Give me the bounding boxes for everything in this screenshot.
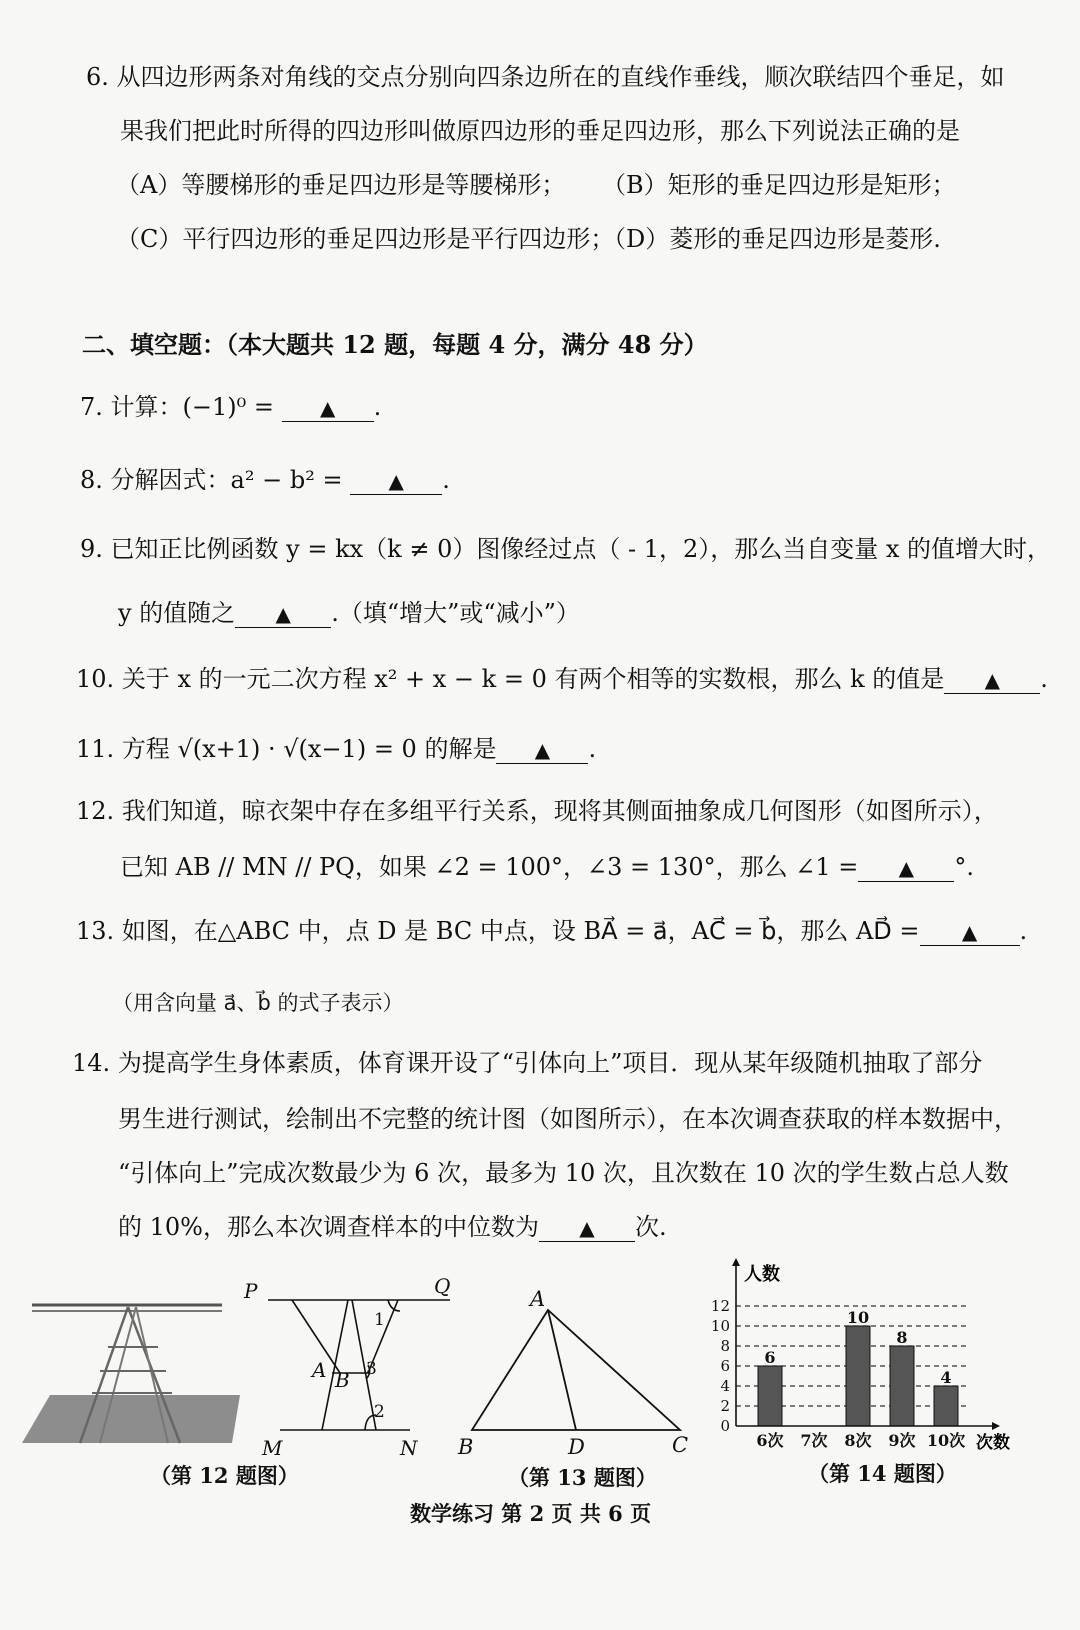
q11-end: .: [588, 735, 597, 763]
q8: [80, 465, 450, 495]
q10-number: 10.: [76, 665, 115, 693]
q14-text-line4-pre: 的 10%，那么本次调查样本的中位数为: [118, 1213, 539, 1241]
x-tick-label: 8次: [844, 1431, 872, 1450]
x-tick-label: 10次: [926, 1431, 966, 1450]
q9-text-line1: 已知正比例函数 y = kx（k ≠ 0）图像经过点（ - 1，2），那么当自变量 x 的值增大时，: [110, 535, 1052, 563]
y-tick-label: 12: [710, 1297, 730, 1315]
q14-number: 14.: [72, 1049, 111, 1077]
q10: [76, 664, 1048, 694]
label-A: A: [312, 1358, 327, 1382]
y-tick-label: 8: [720, 1337, 730, 1355]
triangle-abc: [472, 1310, 680, 1430]
q6-line1: [86, 62, 1005, 92]
y-tick-label: 4: [720, 1377, 730, 1395]
q7: [80, 392, 381, 422]
y-tick-label: 0: [720, 1417, 730, 1435]
q14-answer-blank[interactable]: [539, 1214, 635, 1242]
y-tick-label: 6: [720, 1357, 730, 1375]
q14-line1: [72, 1048, 982, 1078]
label-M: M: [262, 1436, 283, 1460]
bar: [846, 1326, 870, 1426]
q7-text: 计算：(−1)⁰ =: [110, 393, 275, 421]
q9-text-line2-post: .（填“增大”或“减小”）: [331, 599, 580, 627]
q12-line2: [120, 852, 974, 882]
q12-text-line1: 我们知道，晾衣架中存在多组平行关系，现将其侧面抽象成几何图形（如图所示），: [121, 797, 998, 825]
q11-number: 11.: [76, 735, 115, 763]
blank-triangle-icon: ▲: [961, 920, 978, 944]
q8-number: 8.: [80, 466, 103, 494]
page-footer: 数学练习 第 2 页 共 6 页: [410, 1501, 652, 1526]
q12-text-line2-pre: 已知 AB // MN // PQ，如果 ∠2 = 100°，∠3 = 130°，那么 ∠1 =: [120, 853, 859, 881]
q6-number: 6.: [86, 63, 109, 91]
x-axis-arrow-icon: [992, 1422, 1000, 1430]
x-tick-label: 7次: [800, 1431, 828, 1450]
q6-option-d: （D）菱形的垂足四边形是菱形.: [602, 225, 941, 253]
figure-12: [10, 1275, 470, 1475]
y-tick-label: 10: [710, 1317, 730, 1335]
label-C: C: [672, 1433, 689, 1457]
q8-end: .: [442, 466, 450, 494]
blank-triangle-icon: ▲: [319, 396, 336, 420]
q14-text-line2: 男生进行测试，绘制出不完整的统计图（如图所示），在本次调查获取的样本数据中，: [118, 1105, 1018, 1133]
blank-triangle-icon: ▲: [984, 668, 1000, 692]
q13-note: （用含向量 a⃗、b⃗ 的式子表示）: [112, 991, 404, 1015]
q11: [76, 734, 596, 764]
figure-13-caption: （第 13 题图）: [508, 1465, 657, 1490]
figure-13: [450, 1280, 700, 1460]
blank-triangle-icon: ▲: [534, 738, 551, 762]
q7-number: 7.: [80, 393, 103, 421]
bar-value-label: 10: [846, 1308, 870, 1327]
y-tick-label: 2: [720, 1397, 730, 1415]
label-D: D: [568, 1435, 585, 1459]
q14-text-line3: “引体向上”完成次数最少为 6 次，最多为 10 次，且次数在 10 次的学生数占总人数: [118, 1159, 1009, 1187]
q13-end: .: [1019, 917, 1028, 945]
label-B: B: [335, 1368, 350, 1392]
q9-line2: [118, 598, 580, 628]
q8-answer-blank[interactable]: [350, 467, 442, 495]
q11-text: 方程 √(x+1) · √(x−1) = 0 的解是: [121, 735, 497, 763]
bar-value-label: 6: [764, 1348, 776, 1367]
angle-label-3: 3: [366, 1359, 377, 1379]
q8-text: 分解因式：a² − b² =: [110, 466, 343, 494]
q14-text-line4-post: 次.: [634, 1213, 667, 1241]
q10-answer-blank[interactable]: [944, 666, 1040, 694]
blank-triangle-icon: ▲: [579, 1216, 595, 1240]
q9-answer-blank[interactable]: [235, 600, 331, 628]
q12-number: 12.: [76, 797, 115, 825]
q13-text: 如图，在△ABC 中，点 D 是 BC 中点，设 BA⃗ = a⃗，AC⃗ = b⃗，那么 AD⃗ =: [121, 917, 920, 945]
figure-14-caption: （第 14 题图）: [808, 1461, 957, 1486]
blank-triangle-icon: ▲: [275, 602, 291, 626]
q13: [76, 916, 1027, 946]
bar-value-label: 4: [940, 1368, 952, 1387]
label-A: A: [530, 1287, 546, 1311]
q13-number: 13.: [76, 917, 115, 945]
q6-text-line1: 从四边形两条对角线的交点分别向四条边所在的直线作垂线，顺次联结四个垂足，如: [116, 63, 1005, 91]
q6-option-b: （B）矩形的垂足四边形是矩形；: [602, 171, 956, 199]
q7-end: .: [373, 393, 382, 421]
parallel-lines-diagram: [268, 1300, 450, 1430]
label-B: B: [458, 1435, 474, 1459]
q12-line1: [76, 796, 998, 826]
label-Q: Q: [434, 1275, 451, 1298]
angle-label-2: 2: [374, 1402, 385, 1422]
x-axis-label: 次数: [976, 1433, 1010, 1453]
q10-end: .: [1040, 665, 1048, 693]
q6-text-line2: 果我们把此时所得的四边形叫做原四边形的垂足四边形，那么下列说法正确的是: [120, 117, 960, 145]
q6-option-a: （A）等腰梯形的垂足四边形是等腰梯形；: [116, 171, 566, 199]
bar: [890, 1346, 914, 1426]
q11-answer-blank[interactable]: [496, 736, 588, 764]
blank-triangle-icon: ▲: [898, 856, 915, 880]
q9-number: 9.: [80, 535, 103, 563]
y-axis-label: 人数: [744, 1264, 780, 1285]
label-N: N: [400, 1436, 418, 1460]
bar-value-label: 8: [896, 1328, 908, 1347]
q12-text-line2-post: °.: [954, 853, 974, 881]
figure-14-chart: [700, 1258, 1030, 1458]
q9-text-line2-pre: y 的值随之: [118, 599, 236, 627]
q14-text-line1: 为提高学生身体素质，体育课开设了“引体向上”项目．现从某年级随机抽取了部分: [117, 1049, 983, 1077]
q10-text: 关于 x 的一元二次方程 x² + x − k = 0 有两个相等的实数根，那么 k 的值是: [121, 665, 945, 693]
y-axis-arrow-icon: [732, 1258, 740, 1266]
q7-answer-blank[interactable]: [282, 394, 374, 422]
q14-line4: [118, 1212, 667, 1242]
blank-triangle-icon: ▲: [388, 469, 404, 493]
x-tick-label: 6次: [756, 1431, 784, 1450]
q13-answer-blank[interactable]: [920, 918, 1020, 946]
bar: [758, 1366, 782, 1426]
section-heading: 二、填空题：（本大题共 12 题，每题 4 分，满分 48 分）: [82, 330, 708, 359]
q6-option-c: （C）平行四边形的垂足四边形是平行四边形；: [116, 225, 615, 253]
label-P: P: [244, 1279, 258, 1303]
median-ad: [548, 1310, 576, 1430]
q9-line1: [80, 534, 1051, 564]
bar: [934, 1386, 958, 1426]
q12-answer-blank[interactable]: [858, 854, 954, 882]
x-tick-label: 9次: [888, 1431, 916, 1450]
figure-12-caption: （第 12 题图）: [150, 1463, 299, 1488]
angle-label-1: 1: [374, 1310, 385, 1330]
drying-rack-photo: [22, 1305, 240, 1443]
